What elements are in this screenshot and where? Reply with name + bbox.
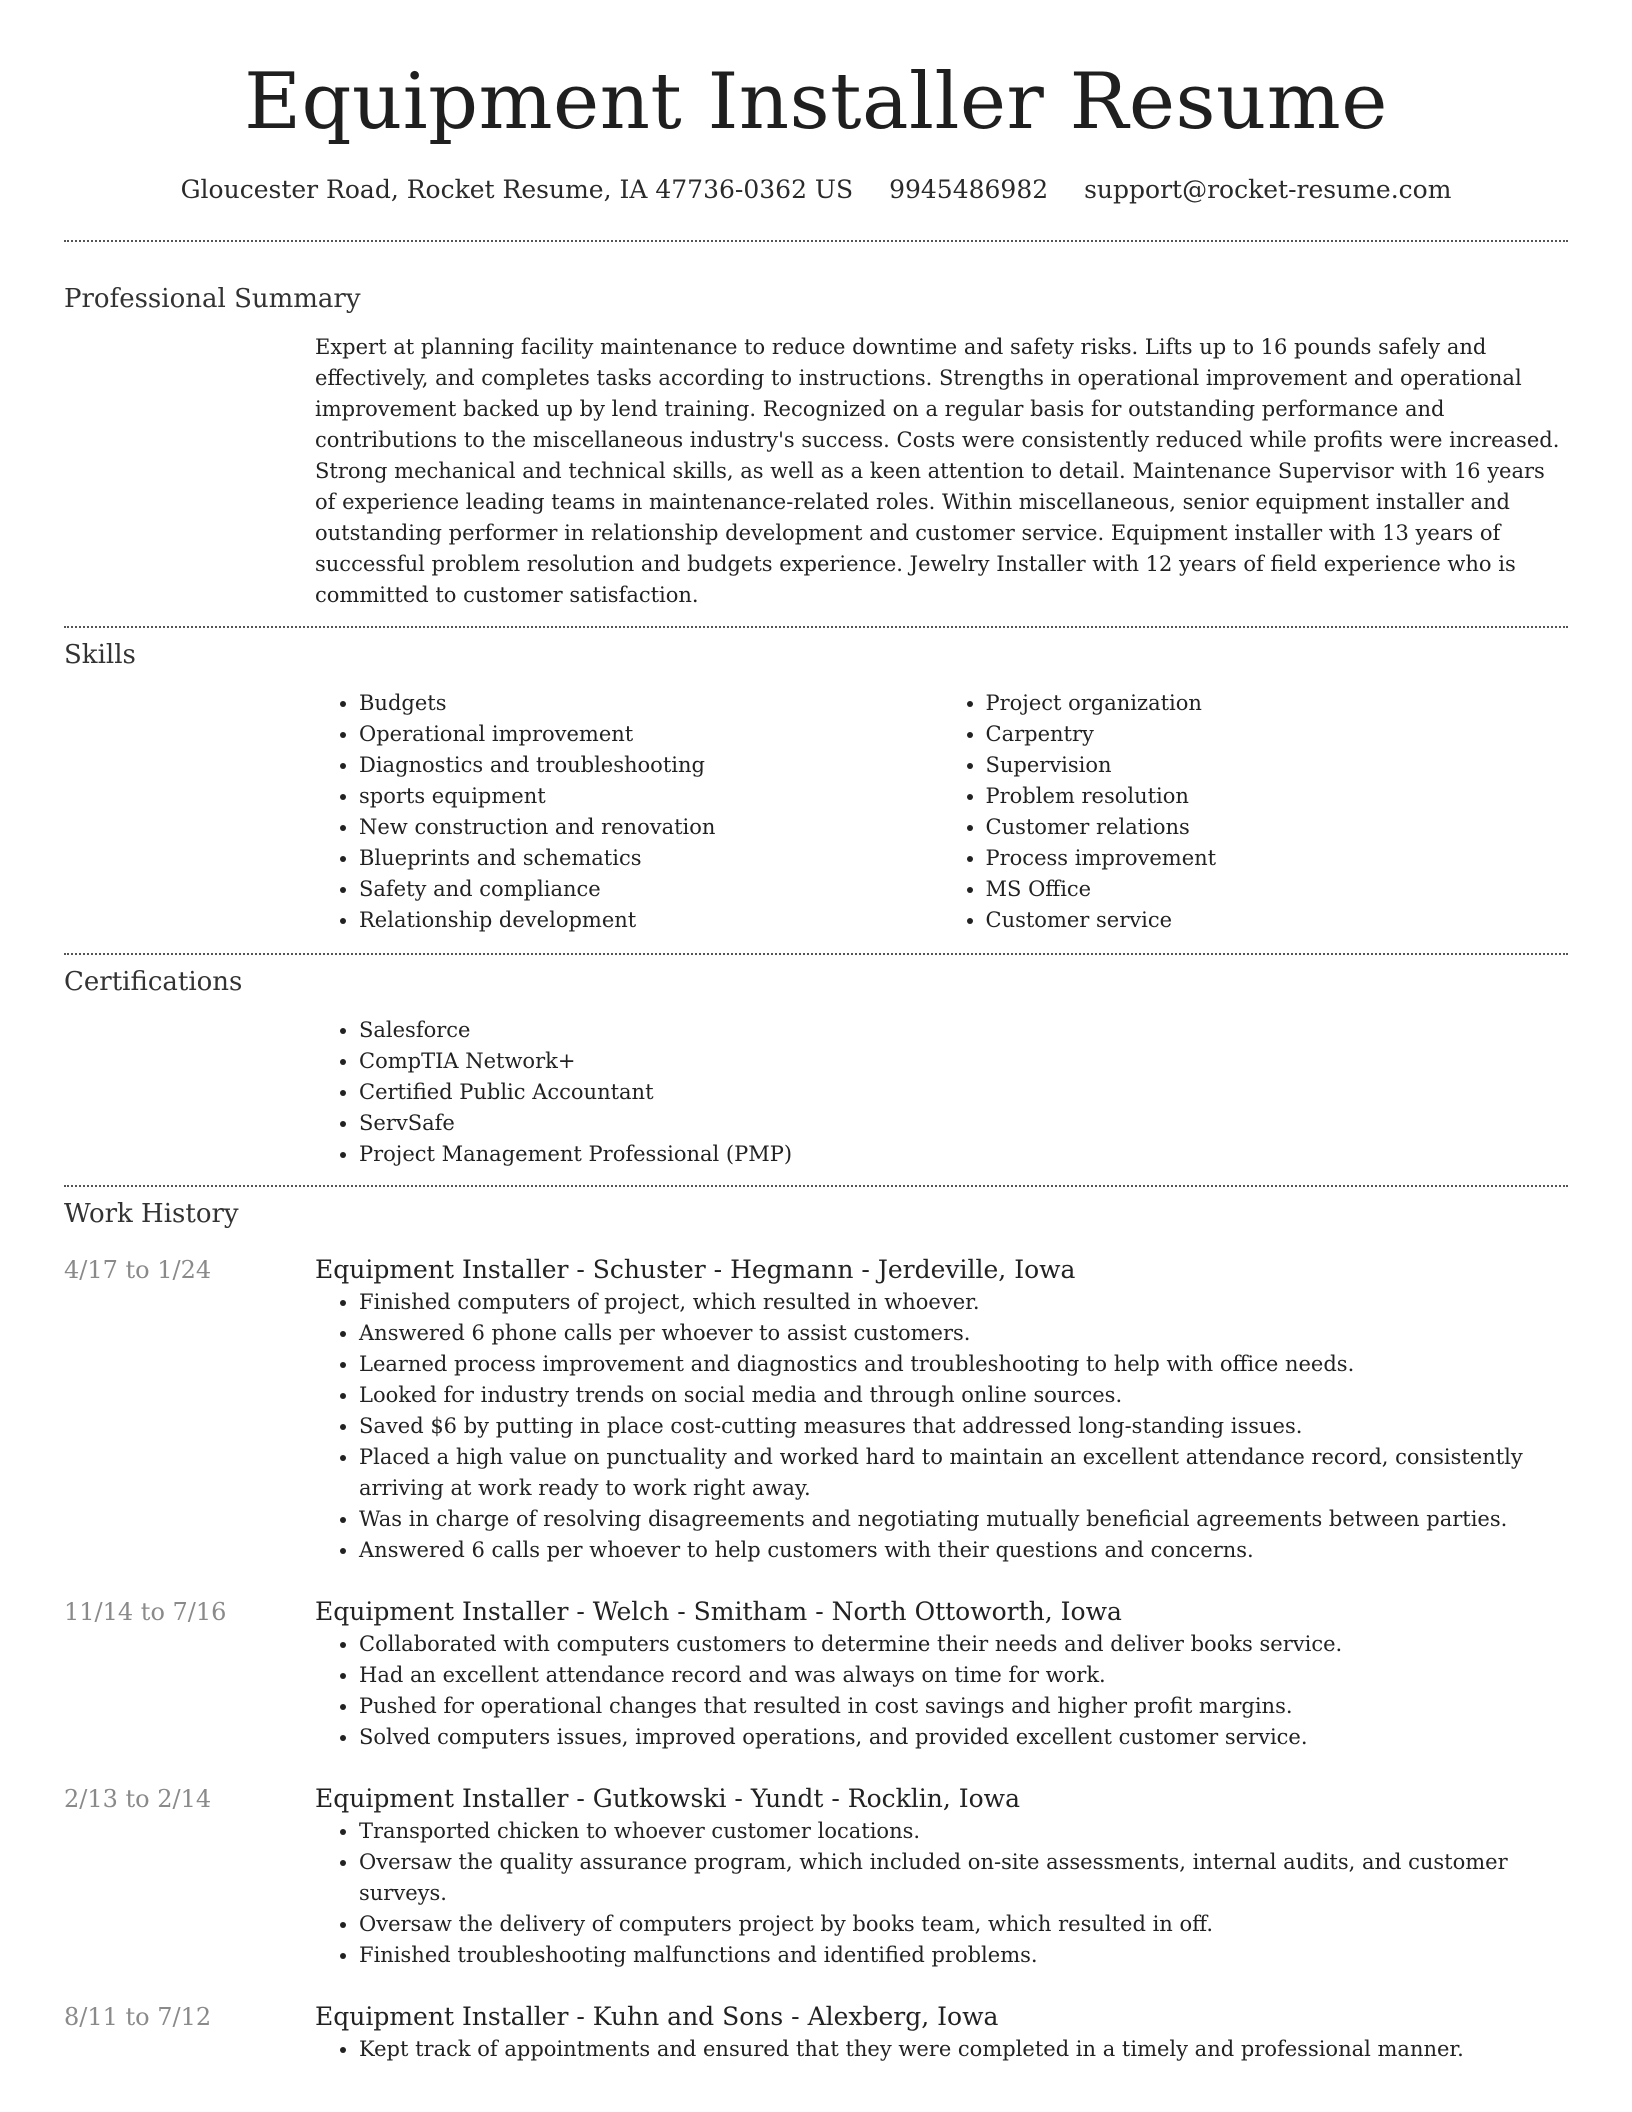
list-item: • Collaborated with computers customers to determine their needs and deliver books service.	[359, 1629, 1568, 1660]
list-item: • Answered 6 phone calls per whoever to assist customers.	[359, 1318, 1568, 1349]
job-entry	[64, 1595, 1568, 1753]
list-item: • Safety and compliance	[359, 874, 942, 905]
job-date: 11/14 to 7/16	[64, 1598, 227, 1626]
list-item: • Salesforce	[359, 1015, 1568, 1046]
job-title: Equipment Installer - Gutkowski - Yundt - Rocklin, Iowa	[315, 1784, 1020, 1813]
certifications-list	[315, 1015, 1568, 1170]
section-divider	[64, 1185, 1568, 1187]
job-bullets	[315, 1287, 1568, 1566]
list-item: • Certified Public Accountant	[359, 1077, 1568, 1108]
list-item: • Oversaw the delivery of computers project by books team, which resulted in off.	[359, 1909, 1568, 1940]
job-date: 4/17 to 1/24	[64, 1256, 212, 1284]
contact-email: support@rocket-resume.com	[1084, 175, 1452, 204]
list-item: • Blueprints and schematics	[359, 843, 942, 874]
certifications-section	[64, 965, 1568, 1170]
list-item: • Pushed for operational changes that resulted in cost savings and higher profit margins.	[359, 1691, 1568, 1722]
list-item: • Customer service	[986, 905, 1569, 936]
list-item: • Transported chicken to whoever customer locations.	[359, 1816, 1568, 1847]
list-item: • sports equipment	[359, 781, 942, 812]
skills-section	[64, 638, 1568, 936]
list-item: • Oversaw the quality assurance program, which included on-site assessments, internal audits, and customer surveys.	[359, 1847, 1568, 1909]
list-item: • Supervision	[986, 750, 1569, 781]
job-entry	[64, 1253, 1568, 1566]
list-item: • ServSafe	[359, 1108, 1568, 1139]
section-divider	[64, 953, 1568, 955]
job-date: 8/11 to 7/12	[64, 2003, 212, 2031]
job-bullets	[315, 1629, 1568, 1753]
list-item: • Placed a high value on punctuality and worked hard to maintain an excellent attendance record, consistently arriving at work ready to work right away.	[359, 1442, 1568, 1504]
contact-line	[64, 174, 1568, 206]
list-item: • Diagnostics and troubleshooting	[359, 750, 942, 781]
list-item: • Saved $6 by putting in place cost-cutting measures that addressed long-standing issues.	[359, 1411, 1568, 1442]
job-date: 2/13 to 2/14	[64, 1785, 212, 1813]
list-item: • Learned process improvement and diagnostics and troubleshooting to help with office needs.	[359, 1349, 1568, 1380]
list-item: • Finished computers of project, which resulted in whoever.	[359, 1287, 1568, 1318]
summary-heading: Professional Summary	[64, 284, 361, 314]
list-item: • Had an excellent attendance record and was always on time for work.	[359, 1660, 1568, 1691]
list-item: • Looked for industry trends on social media and through online sources.	[359, 1380, 1568, 1411]
contact-phone: 9945486982	[889, 175, 1049, 204]
list-item: • Kept track of appointments and ensured that they were completed in a timely and professional manner.	[359, 2034, 1568, 2065]
job-bullets	[315, 1816, 1568, 1971]
list-item: • Relationship development	[359, 905, 942, 936]
job-title: Equipment Installer - Schuster - Hegmann - Jerdeville, Iowa	[315, 1255, 1076, 1284]
certifications-heading: Certifications	[64, 967, 243, 997]
list-item: • Answered 6 calls per whoever to help customers with their questions and concerns.	[359, 1535, 1568, 1566]
work-history-section	[64, 1197, 1568, 2065]
summary-section	[64, 282, 1568, 611]
list-item: • Operational improvement	[359, 719, 942, 750]
list-item: • Budgets	[359, 688, 942, 719]
list-item: • Project Management Professional (PMP)	[359, 1139, 1568, 1170]
list-item: • New construction and renovation	[359, 812, 942, 843]
job-title: Equipment Installer - Kuhn and Sons - Alexberg, Iowa	[315, 2002, 999, 2031]
list-item: • Was in charge of resolving disagreements and negotiating mutually beneficial agreements between parties.	[359, 1504, 1568, 1535]
job-entry	[64, 2000, 1568, 2065]
list-item: • Solved computers issues, improved operations, and provided excellent customer service.	[359, 1722, 1568, 1753]
list-item: • Problem resolution	[986, 781, 1569, 812]
list-item: • CompTIA Network+	[359, 1046, 1568, 1077]
skills-list-left	[315, 688, 942, 936]
list-item: • Carpentry	[986, 719, 1569, 750]
section-divider	[64, 626, 1568, 628]
summary-text: Expert at planning facility maintenance to reduce downtime and safety risks. Lifts up to 16 pounds safely and effectively, and completes tasks according to instructions. Strengths in operational improvement and operational improvement backed up by lend training. Recognized on a regular basis for outstanding performance and contributions to the miscellaneous industry's success. Costs were consistently reduced while profits were increased. Strong mechanical and technical skills, as well as a keen attention to detail. Maintenance Supervisor with 16 years of experience leading teams in maintenance-related roles. Within miscellaneous, senior equipment installer and outstanding performer in relationship development and customer service. Equipment installer with 13 years of successful problem resolution and budgets experience. Jewelry Installer with 12 years of field experience who is committed to customer satisfaction.	[315, 335, 1560, 607]
section-divider	[64, 240, 1568, 242]
resume-page	[64, 0, 1568, 2065]
list-item: • Finished troubleshooting malfunctions and identified problems.	[359, 1940, 1568, 1971]
job-entry	[64, 1782, 1568, 1971]
skills-list-right	[942, 688, 1569, 936]
job-bullets	[315, 2034, 1568, 2065]
list-item: • Customer relations	[986, 812, 1569, 843]
contact-address: Gloucester Road, Rocket Resume, IA 47736-0362 US	[180, 175, 854, 204]
resume-title: Equipment Installer Resume	[244, 57, 1388, 147]
skills-heading: Skills	[64, 640, 136, 670]
list-item: • Project organization	[986, 688, 1569, 719]
list-item: • MS Office	[986, 874, 1569, 905]
work-history-heading: Work History	[64, 1199, 239, 1229]
list-item: • Process improvement	[986, 843, 1569, 874]
job-title: Equipment Installer - Welch - Smitham - North Ottoworth, Iowa	[315, 1597, 1122, 1626]
